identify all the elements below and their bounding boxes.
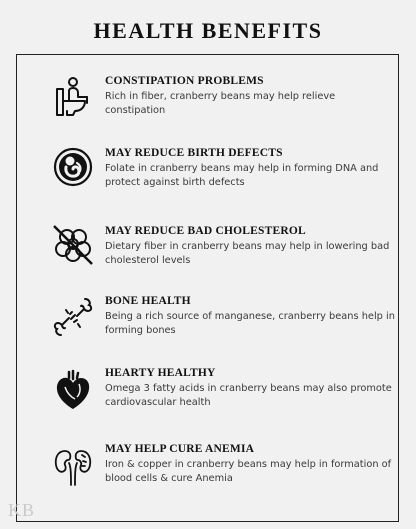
benefit-description: Being a rich source of manganese, cranberry beans help in forming bones — [105, 311, 395, 336]
benefit-heading: CONSTIPATION PROBLEMS — [105, 75, 264, 87]
kb-watermark: KB — [8, 500, 36, 520]
benefit-heading: MAY HELP CURE ANEMIA — [105, 443, 255, 455]
benefit-heading: HEARTY HEALTHY — [105, 367, 216, 379]
kidney-icon — [51, 445, 95, 489]
benefit-heading: MAY REDUCE BIRTH DEFECTS — [105, 147, 283, 159]
toilet-icon — [51, 75, 95, 119]
benefit-description: Iron & copper in cranberry beans may help in formation of blood cells & cure Anemia — [105, 459, 392, 484]
benefit-description: Rich in fiber, cranberry beans may help relieve constipation — [105, 91, 336, 116]
heart-icon — [51, 369, 95, 413]
benefit-description: Omega 3 fatty acids in cranberry beans may also promote cardiovascular health — [105, 383, 392, 408]
benefit-heading: MAY REDUCE BAD CHOLESTEROL — [105, 225, 306, 237]
cholesterol-icon — [51, 223, 95, 267]
bone-icon — [51, 295, 95, 339]
page-title: HEALTH BENEFITS — [93, 18, 323, 43]
benefit-description: Dietary fiber in cranberry beans may help in lowering bad cholesterol levels — [105, 241, 390, 266]
benefit-heading: BONE HEALTH — [105, 295, 191, 307]
benefit-description: Folate in cranberry beans may help in forming DNA and protect against birth defects — [105, 163, 379, 188]
fetus-icon — [51, 145, 95, 189]
benefits-card — [16, 54, 399, 522]
